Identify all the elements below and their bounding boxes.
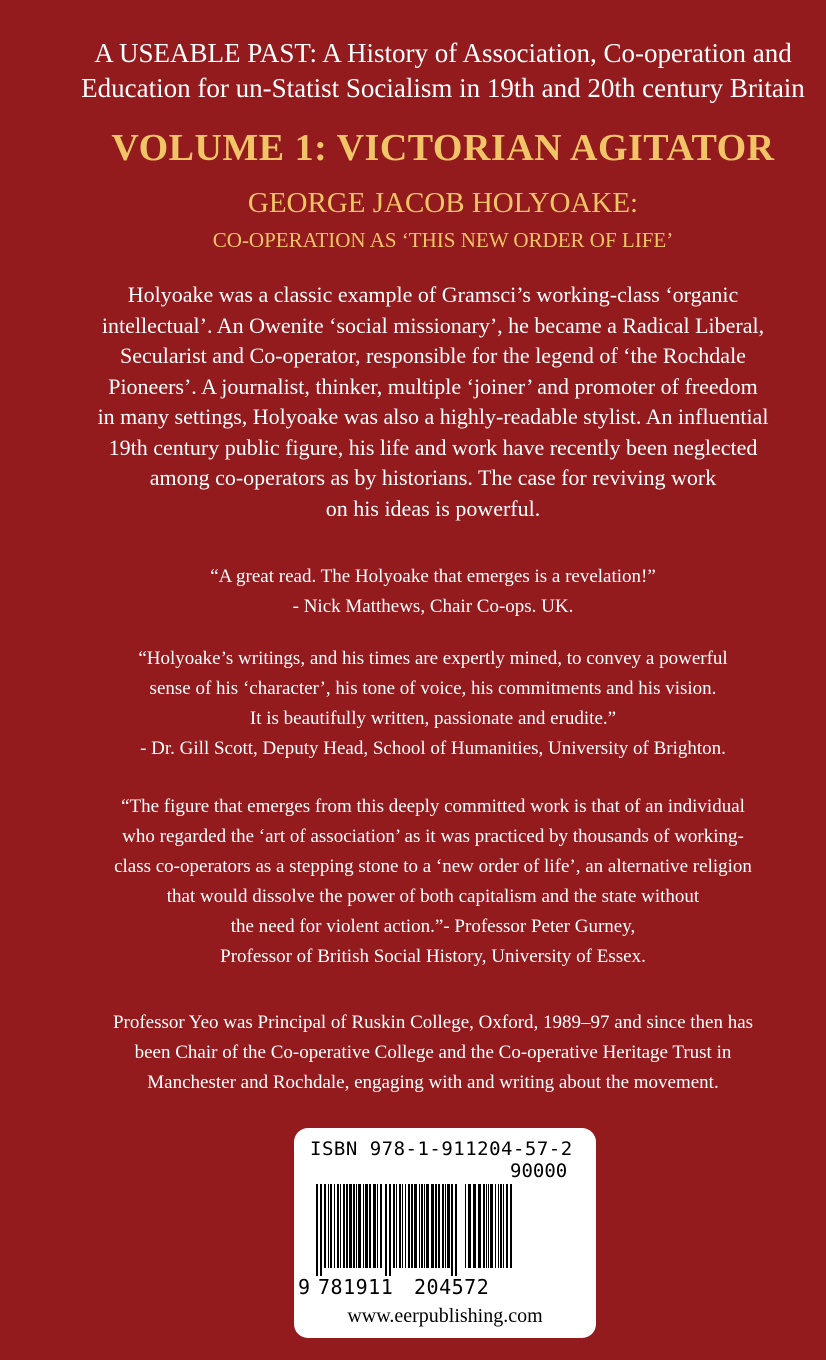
barcode-bar (346, 1184, 348, 1268)
barcode-bar (442, 1184, 444, 1268)
barcode-bar (320, 1184, 322, 1276)
barcode-bar (337, 1184, 339, 1268)
barcode-bar (431, 1184, 434, 1268)
barcode-bar (330, 1184, 332, 1268)
barcode-bar (353, 1184, 355, 1268)
barcode-bar (356, 1184, 357, 1268)
blurb-line: Secularist and Co-operator, responsible for the legend of ‘the Rochdale (120, 343, 746, 368)
blurb-line: among co-operators as by historians. The case for reviving work (149, 465, 717, 490)
quote-attribution: - Dr. Gill Scott, Deputy Head, School of Humanities, University of Brighton. (140, 738, 726, 759)
barcode-bar (316, 1184, 318, 1276)
blurb-line: on his ideas is powerful. (325, 495, 541, 521)
barcode-bar (490, 1184, 493, 1268)
barcode-panel (294, 1128, 596, 1338)
isbn-label: ISBN 978-1-911204-57-2 (310, 1138, 573, 1160)
series-title-line: A USEABLE PAST: A History of Association, Co-operation and (94, 38, 792, 68)
barcode-bar (365, 1184, 368, 1268)
quote-line: “Holyoake’s writings, and his times are expertly mined, to convey a powerful (138, 648, 728, 669)
barcode-bar (510, 1184, 512, 1268)
barcode-bar (451, 1184, 453, 1276)
blurb (40, 280, 826, 524)
series-title-line: Education for un-Statist Socialism in 19th and 20th century Britain (81, 73, 805, 103)
barcode-bar (455, 1184, 457, 1276)
barcode-bar (473, 1184, 476, 1268)
author-bio (40, 1008, 826, 1098)
barcode-bar (393, 1184, 395, 1268)
barcode-bar (396, 1184, 397, 1268)
barcode-bar (438, 1184, 440, 1268)
barcode-bar (506, 1184, 508, 1268)
series-title (60, 36, 826, 106)
barcode-bars (302, 1184, 588, 1280)
barcode-bar (503, 1184, 504, 1268)
bio-line: Professor Yeo was Principal of Ruskin College, Oxford, 1989–97 and since then has (112, 1012, 754, 1033)
review-quote-matthews (40, 562, 826, 622)
quote-line: the need for violent action.”- Professor Peter Gurney, (230, 916, 636, 937)
barcode-bar (399, 1184, 401, 1268)
barcode-bar (334, 1184, 335, 1268)
barcode-bar (426, 1184, 429, 1268)
quote-line: “A great read. The Holyoake that emerges is a revelation!” (210, 566, 656, 587)
barcode-bar (328, 1184, 329, 1268)
barcode-bar (358, 1184, 361, 1268)
barcode-bar (419, 1184, 420, 1268)
volume-title: VOLUME 1: VICTORIAN AGITATOR (111, 127, 775, 169)
quote-attribution: Professor of British Social History, University of Essex. (220, 946, 646, 967)
blurb-line: in many settings, Holyoake was also a highly-readable stylist. An influential (97, 404, 769, 429)
barcode-bar (380, 1184, 382, 1268)
quote-line: “The figure that emerges from this deeply committed work is that of an individual (121, 796, 745, 817)
barcode-bar (500, 1184, 502, 1268)
barcode-bar (421, 1184, 423, 1268)
blurb-line: 19th century public figure, his life and work have recently been neglected (108, 434, 758, 460)
barcode-bar (363, 1184, 364, 1268)
barcode-bar (324, 1184, 326, 1268)
barcode-bar (424, 1184, 425, 1268)
barcode-bar (445, 1184, 446, 1268)
barcode-bar (343, 1184, 345, 1268)
review-quote-gurney (40, 792, 826, 972)
blurb-line: Holyoake was a classic example of Gramsci’s working-class ‘organic (127, 282, 739, 307)
review-quote-scott (40, 644, 826, 764)
barcode-bar (385, 1184, 387, 1276)
quote-line: sense of his ‘character’, his tone of voice, his commitments and his vision. (149, 678, 717, 699)
price-code: 90000 (510, 1160, 568, 1182)
blurb-line: intellectual’. An Owenite ‘social missionary’, he became a Radical Liberal, (101, 312, 765, 338)
barcode-bar (411, 1184, 413, 1268)
blurb-line: Pioneers’. A journalist, thinker, multiple ‘joiner’ and promoter of freedom (108, 373, 758, 399)
quote-line: who regarded the ‘art of association’ as it was practiced by thousands of working- (122, 826, 744, 847)
barcode-bar (373, 1184, 376, 1268)
subject-subtitle: CO-OPERATION AS ‘THIS NEW ORDER OF LIFE’ (212, 228, 674, 252)
barcode-bar (435, 1184, 437, 1268)
barcode-bar (478, 1184, 481, 1268)
barcode-bar (447, 1184, 450, 1268)
barcode-bar (468, 1184, 471, 1268)
publisher-website: www.eerpublishing.com (347, 1305, 543, 1327)
barcode-bar (349, 1184, 352, 1268)
barcode-bar (495, 1184, 496, 1268)
quote-attribution: - Nick Matthews, Chair Co-ops. UK. (292, 596, 574, 617)
barcode-bar (405, 1184, 406, 1268)
barcode-bar (408, 1184, 410, 1268)
barcode-bar (414, 1184, 417, 1268)
quote-line: that would dissolve the power of both capitalism and the state without (166, 886, 700, 907)
barcode-bar (340, 1184, 341, 1268)
barcode-bar (369, 1184, 371, 1268)
ean-first-digit: 9 (298, 1275, 311, 1299)
subject-name: GEORGE JACOB HOLYOAKE: (247, 187, 639, 219)
barcode-bar (486, 1184, 487, 1268)
barcode-bar (402, 1184, 403, 1268)
barcode-bar (465, 1184, 466, 1268)
bio-line: been Chair of the Co-operative College and the Co-operative Heritage Trust in (134, 1042, 732, 1063)
barcode-bar (498, 1184, 499, 1268)
ean-left-digits: 781911 (318, 1275, 394, 1299)
quote-line: It is beautifully written, passionate and erudite.” (249, 708, 617, 729)
bio-line: Manchester and Rochdale, engaging with and writing about the movement. (147, 1072, 719, 1093)
quote-line: class co-operators as a stepping stone to a ‘new order of life’, an alternative religion (114, 856, 752, 877)
barcode-bar (483, 1184, 485, 1268)
barcode-bar (377, 1184, 378, 1268)
ean-right-digits: 204572 (414, 1275, 490, 1299)
barcode-bar (488, 1184, 489, 1268)
barcode-bar (389, 1184, 391, 1276)
